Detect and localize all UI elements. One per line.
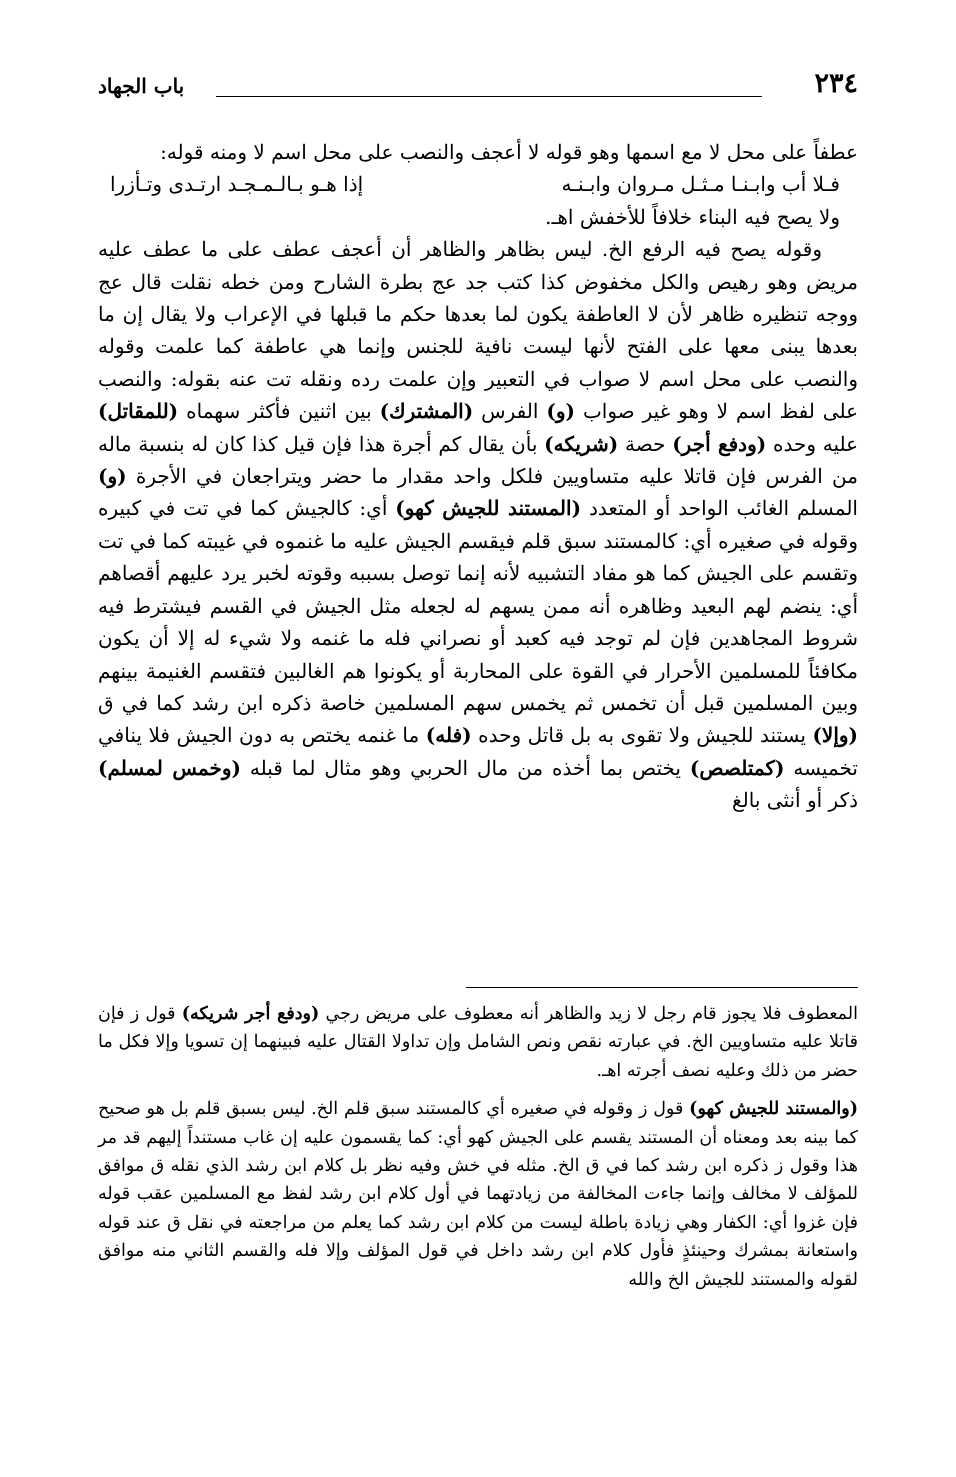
bold-term: (المستند للجيش كهو) <box>395 496 582 521</box>
poetry-verse <box>98 168 858 200</box>
bold-term: (والمستند للجيش كهو) <box>689 1099 858 1120</box>
intro-line: عطفاً على محل لا مع اسمها وهو قوله لا أعجف والنصب على محل اسم لا ومنه قوله: <box>160 140 858 164</box>
bold-term: (كمتلصص) <box>689 755 785 780</box>
text-run: حصة <box>625 431 666 456</box>
text-run: يستند للجيش ولا تقوى به بل قاتل وحده <box>478 723 806 748</box>
text-run: المسلم الغائب الواحد أو المتعدد <box>588 496 858 521</box>
footnote-2 <box>98 1095 858 1294</box>
page-number: ٢٣٤ <box>814 68 858 99</box>
main-paragraph <box>98 233 858 816</box>
text-run: بأن يقال كم أجرة هذا فإن قيل كذا كان له بنسبة ماله من الفرس فإن قاتلا عليه متساويين فلكل واحد مقدار ما حضر ويتراجعان في الأجرة <box>98 431 858 489</box>
text-run: يختص بما أخذه من مال الحربي وهو مثال لما قبله <box>249 755 681 780</box>
footnotes <box>98 1000 858 1294</box>
text-run: أي: كالجيش كما في تت في كبيره وقوله في صغيره أي: كالمستند سبق قلم فيقسم الجيش عليه ما غنموه في غيبته كما في تت وتقسم على الجيش كما هو مفاد التشبيه لأنه إنما توصل بسببه وقوته لخبر يرد عليهم أقصاهم أي: ينضم لهم البعيد وظاهره أنه ممن يسهم له لجعله مثل الجيش في القسم فيشترط فيه شروط المجاهدين فإن لم توجد فيه كعبد أو نصراني فله ما غنمه ولا شيء له إلا أن يكون مكافئاً للمسلمين الأحرار في القوة على المحاربة أو يكونوا هم الغالبين فتقسم الغنيمة بينهم وبين المسلمين قبل أن تخمس ثم يخمس سهم المسلمين خاصة ذكره ابن رشد كما في ق <box>98 496 858 715</box>
footnote-1 <box>98 1000 858 1085</box>
bold-term: (وإلا) <box>812 723 859 748</box>
text-run: قول ز وقوله في صغيره أي كالمستند سبق قلم الخ. ليس بسبق قلم بل هو صحيح كما بينه بعد ومعناه أن المستند يقسم على الجيش كهو أي: كما يقسمون عليه إن غاب مستنداً إليهم قد مر هذا وقول ز ذكره ابن رشد كما في ق الخ. مثله في خش وفيه نظر بل كلام ابن رشد الذي نقله ق موافق للمؤلف لا مخالف وإنما جاءت المخالفة من زيادتهما في أول كلام ابن رشد لفظ مع المسلمين عقب قوله فإن غزوا أي: الكفار وهي زيادة باطلة ليست من كلام ابن رشد كما يعلم من مراجعته في نقل ق عند قوله واستعانة بمشرك وحينئذٍ فأول كلام ابن رشد داخل في قول المؤلف وإلا فله والقسم الثاني منه موافق لقوله والمستند للجيش الخ والله <box>98 1099 858 1290</box>
bold-term: (ودفع أجر شريكه) <box>181 1004 320 1024</box>
verse-second-hemistich: إذا هـو بـالـمـجـد ارتـدى وتـأزرا <box>110 172 364 197</box>
text-run: المعطوف فلا يجوز قام رجل لا زيد والظاهر أنه معطوف على مريض رجي <box>325 1004 858 1024</box>
page-header <box>98 68 858 108</box>
bold-term: (و) <box>546 399 575 424</box>
bold-term: (و) <box>98 464 127 489</box>
bold-term: (شريكه) <box>544 431 619 456</box>
bold-term: (وخمس لمسلم) <box>98 755 241 780</box>
bold-term: (فله) <box>425 723 472 748</box>
text-run: الفرس <box>481 399 539 424</box>
akhfash-line: ولا يصح فيه البناء خلافاً للأخفش اهـ. <box>545 204 840 229</box>
text-run: ذكر أو أنثى بالغ <box>732 788 858 813</box>
text-run: ما غنمه يختص به دون الجيش فلا ينافي تخميسه <box>98 723 858 780</box>
text-run: بين اثنين فأكثر سهماه <box>186 399 372 424</box>
text-run: قول ز فإن قاتلا عليه متساويين الخ. في عبارته نقص ونص الشامل وإن تداولا القتال عليه فبينهما إن تسويا وإلا فكل ما حضر من ذلك وعليه نصف أجرته اهـ. <box>98 1004 858 1081</box>
text-run: عليه وحده <box>772 431 859 456</box>
bold-term: (المشترك) <box>379 399 474 424</box>
main-text <box>98 136 858 817</box>
header-rule <box>216 96 762 97</box>
bold-term: (ودفع أجر) <box>672 431 767 456</box>
footnote-separator <box>466 987 858 988</box>
text-run: وقوله يصح فيه الرفع الخ. ليس بظاهر والظاهر أن أعجف عطف على ما عطف عليه مريض وهو رهيص والكل مخفوض كذا كتب جد عج بطرة الشارح ومن خطه نقلت قال عج ووجه تنظيره ظاهر لأن لا العاطفة يكون لما بعدها حكم ما قبلها في الإعراب ولا يقال إن ما بعدها يبنى معها على الفتح لأنها ليست نافية للجنس وإنما هي عاطفة كما علمت وقوله والنصب على محل اسم لا صواب في التعبير وإن علمت رده ونقله تت عنه بقوله: والنصب على لفظ اسم لا وهو غير صواب <box>98 237 859 424</box>
verse-first-hemistich: فـلا أب وابـنـا مـثـل مـروان وابـنـه <box>561 172 840 197</box>
chapter-title: باب الجهاد <box>98 74 185 98</box>
bold-term: (للمقاتل) <box>98 399 179 424</box>
